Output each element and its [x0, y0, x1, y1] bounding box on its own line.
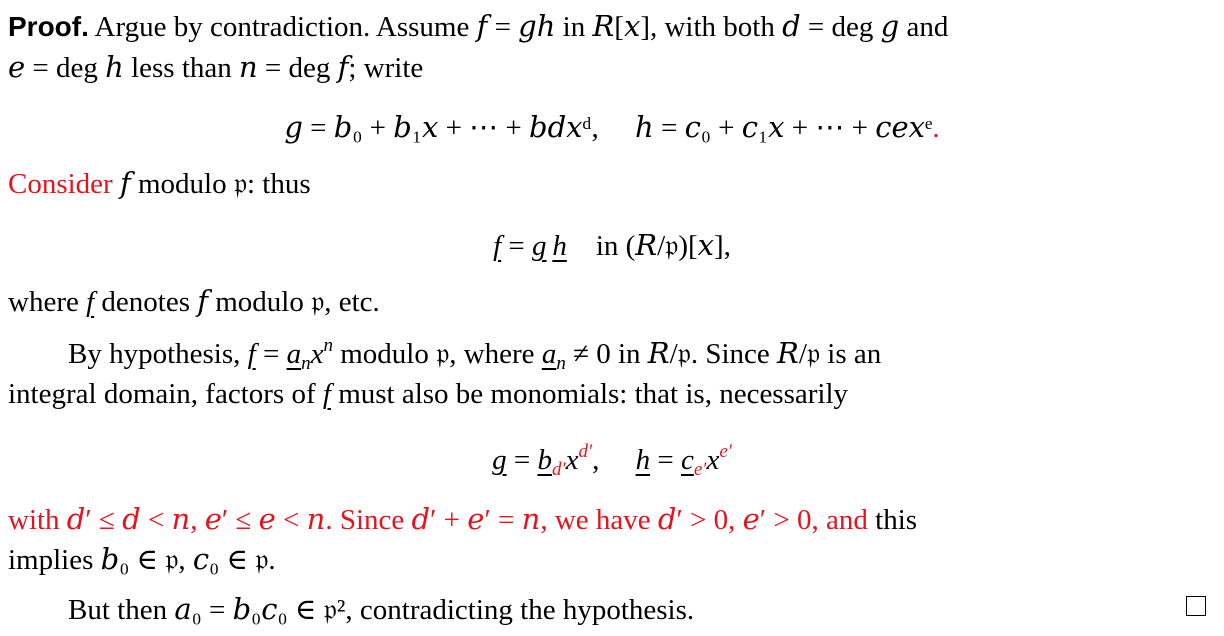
leading-coefficient: $a_n$: [541, 338, 566, 374]
conclusion-text: But then 𝑎₀ = 𝑏₀𝑐₀ ∈ 𝔭², contradicting the hypothesis.: [68, 594, 695, 626]
implies-line: [8, 540, 276, 581]
inequality-line: [8, 500, 917, 541]
where-line: [8, 282, 380, 323]
degree-definitions: 𝑒 = deg ℎ less than 𝑛 = deg 𝑓; write: [8, 52, 424, 84]
where-rest: denotes 𝑓 modulo 𝔭, etc.: [101, 286, 380, 318]
reduction-ring: in (𝑅/𝔭)[𝑥],: [595, 230, 731, 262]
g-monomial: $g = b_{d'}x^{d'}$,: [492, 441, 600, 480]
g-expansion: 𝑔 = 𝑏₀ + 𝑏₁𝑥 + ⋯ + 𝑏𝑑𝑥ᵈ,: [284, 112, 599, 144]
h-expansion: ℎ = 𝑐₀ + 𝑐₁𝑥 + ⋯ + 𝑐𝑒𝑥ᵉ: [635, 112, 933, 144]
where-word: where: [8, 286, 79, 318]
this-word: this: [875, 504, 918, 536]
hypothesis-intro: By hypothesis,: [68, 338, 241, 370]
hypothesis-mid: modulo 𝔭, where: [340, 338, 535, 370]
monomial-equation: [0, 440, 1224, 481]
hypothesis-line-1: [68, 334, 881, 375]
proof-line-2: [8, 48, 423, 89]
red-period: .: [932, 112, 940, 144]
conclusion-line: [68, 590, 694, 631]
reduced-product: f = g h: [493, 230, 567, 262]
qed-square-icon: [1186, 596, 1206, 616]
hypothesis-line-2: [8, 374, 848, 415]
proof-line-1: [8, 6, 948, 48]
implies-text: implies 𝑏₀ ∈ 𝔭, 𝑐₀ ∈ 𝔭.: [8, 544, 276, 576]
h-monomial: $h = c_{e'}x^{e'}$: [635, 441, 732, 480]
hypothesis-end: ≠ 0 in 𝑅/𝔭. Since 𝑅/𝔭 is an: [573, 338, 882, 370]
reduced-f-symbol: f: [86, 286, 95, 318]
reduction-equation: [0, 226, 1224, 267]
consider-word: Consider: [8, 168, 113, 200]
polynomial-expansion-equation: [0, 108, 1224, 149]
proof-label: Proof.: [8, 11, 89, 42]
proof-intro-text: Argue by contradiction. Assume 𝑓 = 𝑔ℎ in 𝑅[𝑥], with both 𝑑 = deg 𝑔 and: [94, 11, 949, 43]
monomials-text: must also be monomials: that is, necessarily: [338, 378, 849, 410]
hypothesis-formula: $f = a_nx^n$: [247, 335, 333, 374]
integral-domain-text: integral domain, factors of: [8, 378, 316, 410]
consider-line: [8, 164, 311, 205]
reduced-f-symbol: f: [322, 378, 331, 410]
consider-rest: 𝑓 modulo 𝔭: thus: [119, 168, 311, 200]
degree-inequalities: with 𝑑′ ≤ 𝑑 < 𝑛, 𝑒′ ≤ 𝑒 < 𝑛. Since 𝑑′ + 𝑒′ = 𝑛, we have 𝑑′ > 0, 𝑒′ > 0, and: [8, 504, 868, 536]
